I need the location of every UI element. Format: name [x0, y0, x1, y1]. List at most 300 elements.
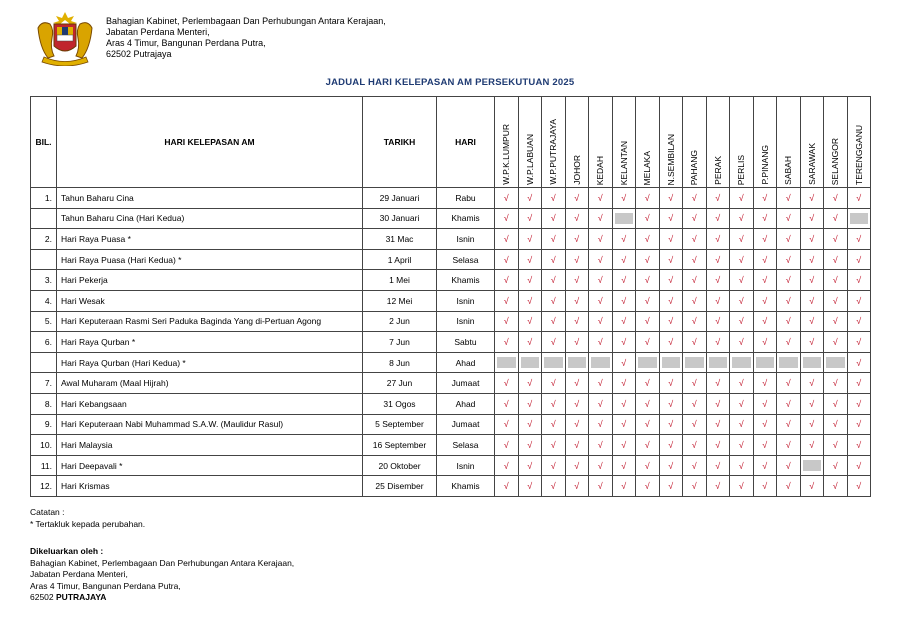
holiday-name: Tahun Baharu Cina (Hari Kedua): [57, 208, 363, 229]
state-cell: [847, 352, 871, 373]
state-cell: [589, 476, 613, 497]
check-mark-icon: √: [738, 398, 744, 409]
check-mark-icon: √: [597, 254, 603, 265]
state-cell: [612, 229, 636, 250]
check-mark-icon: √: [715, 481, 721, 492]
check-mark-icon: √: [550, 439, 556, 450]
holiday-name: Hari Keputeraan Rasmi Seri Paduka Baginda Yang di-Pertuan Agong: [57, 311, 363, 332]
table-row: [31, 393, 871, 414]
state-cell: [777, 229, 801, 250]
state-cell: [565, 229, 589, 250]
state-cell: [612, 373, 636, 394]
address-line: Jabatan Perdana Menteri,: [106, 27, 210, 37]
state-cell: [636, 435, 660, 456]
check-mark-icon: √: [809, 336, 815, 347]
check-mark-icon: √: [527, 316, 533, 327]
check-mark-icon: √: [691, 378, 697, 389]
holiday-name: Hari Kebangsaan: [57, 393, 363, 414]
check-mark-icon: √: [809, 213, 815, 224]
check-mark-icon: √: [550, 336, 556, 347]
letterhead: [30, 8, 630, 68]
holiday-date: 16 September: [363, 435, 437, 456]
address-block: [106, 16, 386, 60]
state-cell: [565, 188, 589, 209]
state-cell: [542, 270, 566, 291]
header-state: [542, 97, 566, 188]
check-mark-icon: √: [574, 460, 580, 471]
holiday-day: Jumaat: [437, 414, 495, 435]
check-mark-icon: √: [738, 233, 744, 244]
state-cell: [730, 332, 754, 353]
state-cell: [589, 290, 613, 311]
check-mark-icon: √: [503, 460, 509, 471]
check-mark-icon: √: [668, 295, 674, 306]
state-label: MELAKA: [642, 150, 653, 185]
check-mark-icon: √: [668, 378, 674, 389]
check-mark-icon: √: [550, 192, 556, 203]
header-state: [518, 97, 542, 188]
notes-heading: Catatan :: [30, 507, 65, 517]
table-row: [31, 311, 871, 332]
table-row: [31, 352, 871, 373]
state-cell: [518, 311, 542, 332]
state-cell: [565, 290, 589, 311]
state-cell: [542, 352, 566, 373]
check-mark-icon: √: [597, 295, 603, 306]
check-mark-icon: √: [809, 316, 815, 327]
check-mark-icon: √: [644, 254, 650, 265]
state-cell: [730, 290, 754, 311]
state-cell: [824, 373, 848, 394]
check-mark-icon: √: [832, 192, 838, 203]
state-cell: [612, 290, 636, 311]
check-mark-icon: √: [856, 254, 862, 265]
state-cell: [518, 393, 542, 414]
state-cell: [565, 332, 589, 353]
header-state: [659, 97, 683, 188]
check-mark-icon: √: [832, 419, 838, 430]
state-cell: [683, 352, 707, 373]
check-mark-icon: √: [621, 254, 627, 265]
state-cell: [800, 188, 824, 209]
check-mark-icon: √: [832, 481, 838, 492]
state-cell: [753, 332, 777, 353]
state-cell: [847, 455, 871, 476]
check-mark-icon: √: [691, 192, 697, 203]
state-label: KELANTAN: [618, 140, 629, 185]
table-row: [31, 249, 871, 270]
state-cell: [612, 455, 636, 476]
check-mark-icon: √: [503, 378, 509, 389]
check-mark-icon: √: [503, 316, 509, 327]
state-cell: [659, 476, 683, 497]
state-cell: [824, 414, 848, 435]
state-cell: [542, 188, 566, 209]
state-label: PAHANG: [689, 149, 700, 185]
check-mark-icon: √: [550, 233, 556, 244]
state-cell: [495, 476, 519, 497]
holiday-name: Hari Raya Qurban *: [57, 332, 363, 353]
state-cell: [636, 373, 660, 394]
check-mark-icon: √: [644, 213, 650, 224]
state-cell: [800, 393, 824, 414]
state-cell: [659, 332, 683, 353]
check-mark-icon: √: [762, 439, 768, 450]
check-mark-icon: √: [715, 213, 721, 224]
state-cell: [683, 208, 707, 229]
check-mark-icon: √: [832, 460, 838, 471]
check-mark-icon: √: [668, 460, 674, 471]
state-cell: [800, 270, 824, 291]
header-state: [730, 97, 754, 188]
check-mark-icon: √: [762, 192, 768, 203]
check-mark-icon: √: [715, 233, 721, 244]
state-cell: [495, 414, 519, 435]
state-cell: [495, 290, 519, 311]
state-cell: [730, 435, 754, 456]
state-label: SELANGOR: [830, 137, 841, 185]
table-row: [31, 435, 871, 456]
state-cell: [753, 249, 777, 270]
check-mark-icon: √: [644, 439, 650, 450]
state-cell: [847, 393, 871, 414]
holiday-day: Jumaat: [437, 373, 495, 394]
holiday-day: Ahad: [437, 352, 495, 373]
address-line: 62502 Putrajaya: [106, 49, 172, 59]
state-cell: [612, 270, 636, 291]
row-number: 4.: [31, 290, 57, 311]
state-cell: [565, 414, 589, 435]
check-mark-icon: √: [715, 192, 721, 203]
state-label: KEDAH: [595, 155, 606, 185]
check-mark-icon: √: [527, 213, 533, 224]
header-state: [612, 97, 636, 188]
check-mark-icon: √: [574, 336, 580, 347]
issued-postcode: 62502: [30, 592, 54, 602]
check-mark-icon: √: [527, 192, 533, 203]
issued-heading: Dikeluarkan oleh :: [30, 546, 104, 556]
check-mark-icon: √: [738, 439, 744, 450]
row-number: 6.: [31, 332, 57, 353]
state-cell: [659, 208, 683, 229]
row-number: 11.: [31, 455, 57, 476]
state-cell: [753, 270, 777, 291]
check-mark-icon: √: [644, 295, 650, 306]
state-label: PERLIS: [736, 154, 747, 185]
check-mark-icon: √: [856, 419, 862, 430]
check-mark-icon: √: [574, 192, 580, 203]
state-cell: [542, 249, 566, 270]
state-cell: [612, 332, 636, 353]
state-cell: [730, 208, 754, 229]
check-mark-icon: √: [550, 254, 556, 265]
holiday-day: Isnin: [437, 311, 495, 332]
check-mark-icon: √: [550, 275, 556, 286]
header-state: [565, 97, 589, 188]
check-mark-icon: √: [762, 213, 768, 224]
check-mark-icon: √: [762, 460, 768, 471]
state-cell: [518, 270, 542, 291]
check-mark-icon: √: [832, 275, 838, 286]
check-mark-icon: √: [574, 378, 580, 389]
state-cell: [824, 352, 848, 373]
state-cell: [589, 414, 613, 435]
state-cell: [730, 455, 754, 476]
check-mark-icon: √: [832, 295, 838, 306]
state-cell: [636, 188, 660, 209]
state-cell: [753, 229, 777, 250]
state-cell: [518, 332, 542, 353]
check-mark-icon: √: [691, 481, 697, 492]
check-mark-icon: √: [527, 233, 533, 244]
holiday-date: 2 Jun: [363, 311, 437, 332]
check-mark-icon: √: [691, 419, 697, 430]
holiday-name: Hari Deepavali *: [57, 455, 363, 476]
holiday-table: [30, 96, 871, 497]
not-applicable-shade: [779, 357, 798, 368]
note-item: * Tertakluk kepada perubahan.: [30, 518, 146, 529]
check-mark-icon: √: [668, 336, 674, 347]
state-cell: [706, 414, 730, 435]
holiday-date: 12 Mei: [363, 290, 437, 311]
check-mark-icon: √: [762, 378, 768, 389]
state-cell: [777, 188, 801, 209]
check-mark-icon: √: [503, 275, 509, 286]
state-cell: [706, 249, 730, 270]
header-state: [706, 97, 730, 188]
not-applicable-shade: [732, 357, 751, 368]
check-mark-icon: √: [856, 398, 862, 409]
state-cell: [683, 393, 707, 414]
table-row: [31, 455, 871, 476]
check-mark-icon: √: [574, 419, 580, 430]
state-cell: [777, 435, 801, 456]
state-cell: [565, 435, 589, 456]
check-mark-icon: √: [668, 254, 674, 265]
check-mark-icon: √: [527, 398, 533, 409]
state-cell: [706, 455, 730, 476]
not-applicable-shade: [756, 357, 775, 368]
table-row: [31, 332, 871, 353]
header-state: [847, 97, 871, 188]
check-mark-icon: √: [785, 460, 791, 471]
state-cell: [753, 455, 777, 476]
table-row: [31, 373, 871, 394]
check-mark-icon: √: [527, 460, 533, 471]
state-label: P.PINANG: [759, 145, 770, 185]
holiday-name: Hari Pekerja: [57, 270, 363, 291]
check-mark-icon: √: [691, 233, 697, 244]
check-mark-icon: √: [715, 460, 721, 471]
state-cell: [518, 455, 542, 476]
state-cell: [824, 270, 848, 291]
state-cell: [800, 290, 824, 311]
state-cell: [659, 373, 683, 394]
state-cell: [683, 270, 707, 291]
check-mark-icon: √: [715, 316, 721, 327]
address-line: Aras 4 Timur, Bangunan Perdana Putra,: [106, 38, 266, 48]
state-cell: [777, 476, 801, 497]
check-mark-icon: √: [503, 419, 509, 430]
holiday-date: 27 Jun: [363, 373, 437, 394]
state-cell: [565, 455, 589, 476]
state-cell: [824, 188, 848, 209]
state-cell: [636, 290, 660, 311]
state-cell: [518, 290, 542, 311]
state-cell: [706, 476, 730, 497]
holiday-name: Hari Keputeraan Nabi Muhammad S.A.W. (Maulidur Rasul): [57, 414, 363, 435]
check-mark-icon: √: [527, 295, 533, 306]
check-mark-icon: √: [762, 233, 768, 244]
table-row: [31, 290, 871, 311]
state-cell: [753, 393, 777, 414]
holiday-day: Ahad: [437, 393, 495, 414]
state-cell: [824, 311, 848, 332]
state-cell: [777, 393, 801, 414]
check-mark-icon: √: [738, 460, 744, 471]
state-cell: [589, 352, 613, 373]
check-mark-icon: √: [715, 336, 721, 347]
state-cell: [542, 332, 566, 353]
state-cell: [495, 229, 519, 250]
address-line: Bahagian Kabinet, Perlembagaan Dan Perhubungan Antara Kerajaan,: [106, 16, 386, 26]
check-mark-icon: √: [668, 192, 674, 203]
not-applicable-shade: [544, 357, 563, 368]
state-cell: [706, 435, 730, 456]
check-mark-icon: √: [503, 295, 509, 306]
state-cell: [612, 414, 636, 435]
state-cell: [542, 435, 566, 456]
not-applicable-shade: [803, 357, 822, 368]
check-mark-icon: √: [527, 336, 533, 347]
holiday-day: Khamis: [437, 476, 495, 497]
holiday-date: 7 Jun: [363, 332, 437, 353]
check-mark-icon: √: [691, 295, 697, 306]
state-cell: [589, 373, 613, 394]
check-mark-icon: √: [644, 275, 650, 286]
state-cell: [495, 270, 519, 291]
check-mark-icon: √: [621, 481, 627, 492]
state-cell: [706, 352, 730, 373]
check-mark-icon: √: [832, 213, 838, 224]
check-mark-icon: √: [597, 439, 603, 450]
check-mark-icon: √: [621, 419, 627, 430]
check-mark-icon: √: [668, 316, 674, 327]
check-mark-icon: √: [550, 481, 556, 492]
state-cell: [659, 290, 683, 311]
check-mark-icon: √: [715, 295, 721, 306]
check-mark-icon: √: [691, 316, 697, 327]
state-cell: [730, 393, 754, 414]
state-cell: [777, 270, 801, 291]
row-number: 7.: [31, 373, 57, 394]
row-number: [31, 208, 57, 229]
state-cell: [730, 188, 754, 209]
state-cell: [683, 311, 707, 332]
holiday-date: 30 Januari: [363, 208, 437, 229]
check-mark-icon: √: [762, 295, 768, 306]
check-mark-icon: √: [856, 481, 862, 492]
not-applicable-shade: [685, 357, 704, 368]
check-mark-icon: √: [621, 378, 627, 389]
state-cell: [824, 455, 848, 476]
holiday-day: Isnin: [437, 455, 495, 476]
check-mark-icon: √: [597, 275, 603, 286]
check-mark-icon: √: [668, 233, 674, 244]
holiday-date: 5 September: [363, 414, 437, 435]
row-number: 8.: [31, 393, 57, 414]
state-cell: [847, 270, 871, 291]
state-cell: [659, 270, 683, 291]
check-mark-icon: √: [597, 336, 603, 347]
state-cell: [706, 311, 730, 332]
check-mark-icon: √: [715, 439, 721, 450]
state-cell: [659, 188, 683, 209]
check-mark-icon: √: [691, 460, 697, 471]
check-mark-icon: √: [527, 378, 533, 389]
issued-postcode-line: [30, 592, 294, 604]
state-cell: [730, 249, 754, 270]
holiday-date: 29 Januari: [363, 188, 437, 209]
state-cell: [777, 373, 801, 394]
check-mark-icon: √: [503, 336, 509, 347]
state-cell: [706, 270, 730, 291]
state-cell: [706, 208, 730, 229]
check-mark-icon: √: [856, 357, 862, 368]
check-mark-icon: √: [809, 254, 815, 265]
state-cell: [495, 208, 519, 229]
check-mark-icon: √: [550, 398, 556, 409]
document-title: JADUAL HARI KELEPASAN AM PERSEKUTUAN 2025: [325, 77, 575, 88]
check-mark-icon: √: [785, 192, 791, 203]
check-mark-icon: √: [809, 419, 815, 430]
row-number: [31, 352, 57, 373]
check-mark-icon: √: [785, 419, 791, 430]
check-mark-icon: √: [809, 295, 815, 306]
state-cell: [847, 414, 871, 435]
holiday-name: Tahun Baharu Cina: [57, 188, 363, 209]
state-cell: [777, 455, 801, 476]
holiday-day: Selasa: [437, 435, 495, 456]
check-mark-icon: √: [785, 481, 791, 492]
check-mark-icon: √: [762, 275, 768, 286]
not-applicable-shade: [568, 357, 587, 368]
holiday-day: Sabtu: [437, 332, 495, 353]
row-number: 5.: [31, 311, 57, 332]
state-cell: [612, 188, 636, 209]
holiday-day: Khamis: [437, 208, 495, 229]
state-cell: [636, 455, 660, 476]
state-cell: [495, 249, 519, 270]
check-mark-icon: √: [527, 254, 533, 265]
state-cell: [518, 249, 542, 270]
check-mark-icon: √: [621, 192, 627, 203]
state-cell: [824, 208, 848, 229]
check-mark-icon: √: [785, 316, 791, 327]
check-mark-icon: √: [550, 213, 556, 224]
check-mark-icon: √: [715, 419, 721, 430]
issued-line: Aras 4 Timur, Bangunan Perdana Putra,: [30, 580, 181, 591]
state-cell: [565, 270, 589, 291]
check-mark-icon: √: [668, 419, 674, 430]
state-cell: [495, 455, 519, 476]
check-mark-icon: √: [668, 439, 674, 450]
check-mark-icon: √: [809, 275, 815, 286]
check-mark-icon: √: [550, 419, 556, 430]
check-mark-icon: √: [644, 192, 650, 203]
holiday-name: Hari Raya Qurban (Hari Kedua) *: [57, 352, 363, 373]
not-applicable-shade: [497, 357, 516, 368]
